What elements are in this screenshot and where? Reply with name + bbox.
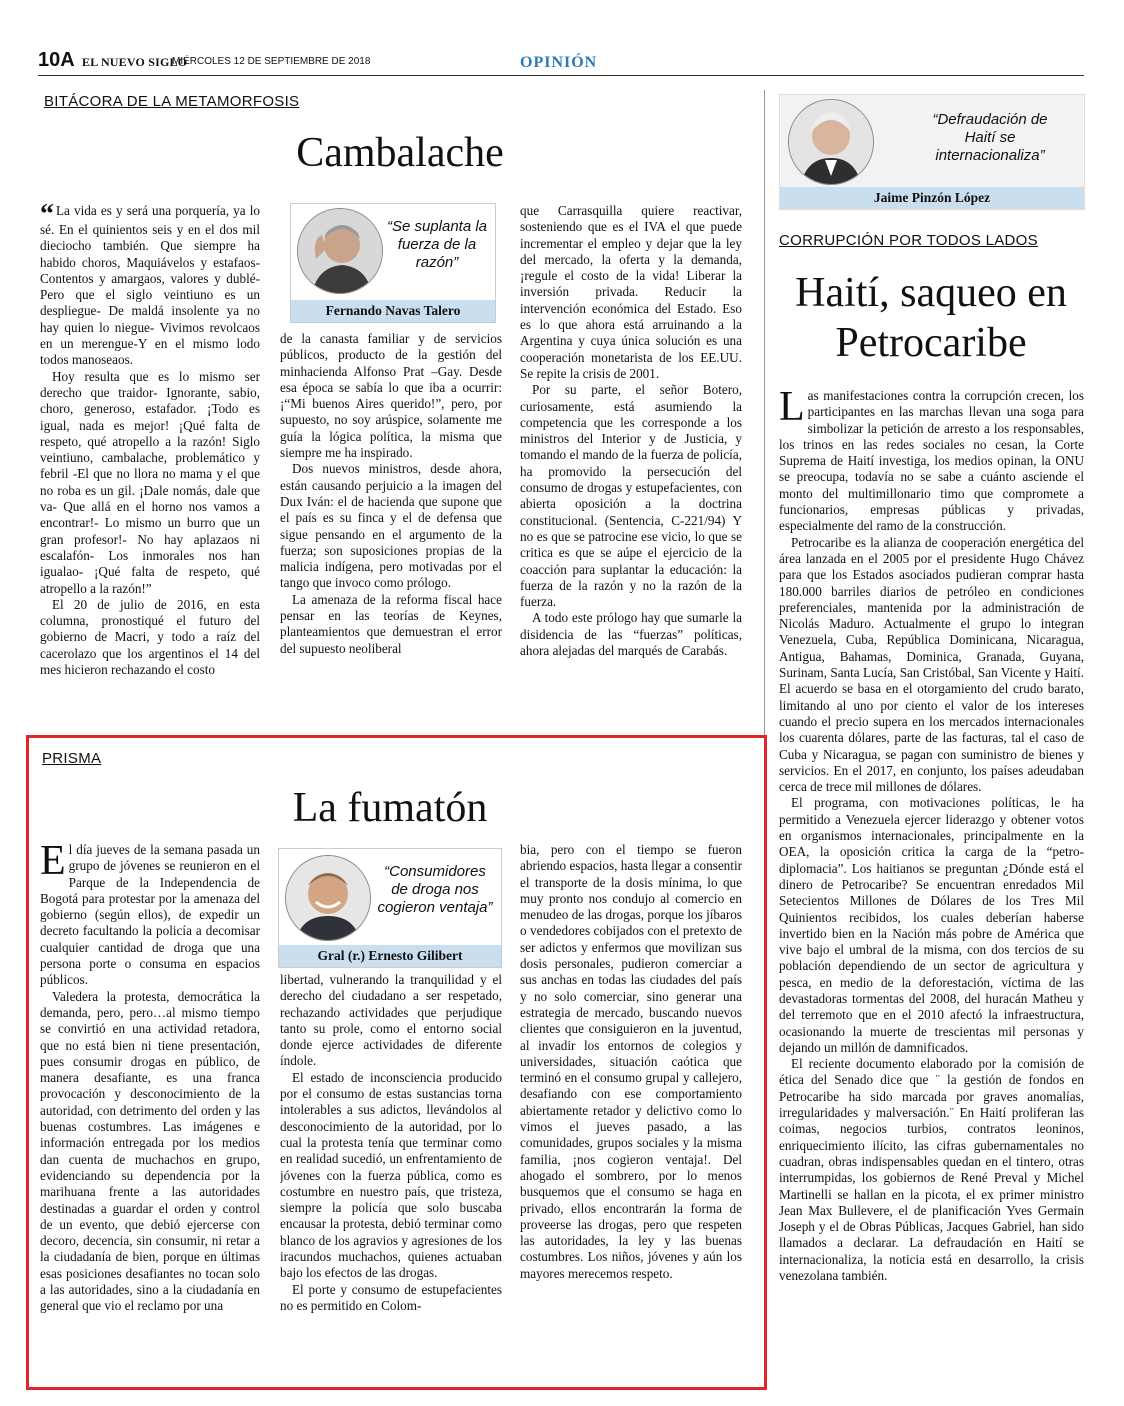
author-name: Fernando Navas Talero — [291, 300, 495, 322]
author-portrait-icon — [789, 100, 873, 184]
haiti-body — [779, 388, 1084, 1350]
paragraph: as manifestaciones contra la corrupción crecen, los participantes en las marchas llevan una soga para simbolizar la petición de arresto a los responsables, los trinos en las redes sociales no cesan, la Corte Suprema de Haití investiga, los medios opinan, la ONU se preocupa, todavía no se sabe a cuánto asciende el monto del multimillonario timo que compromete a funcionarios, empresas públicas y privadas, especialmente del ramo de la construcción. — [779, 388, 1084, 534]
paragraph: Hoy resulta que es lo mismo ser derecho que traidor- Ignorante, sabio, choro, generoso, estafador. ¡Todo es igual, nada es mejor! ¡Qué falta de respeto, qué atropello a la razón! Siglo veintiuno, cambalache, problemático y febril -El que no llora no mama y el que no roba es un gil. ¡Dale nomás, dale que va- Que allá en el horno nos vamos a encontrar!- Lo mismo un burro que un gran profesor!- No hay aplazaos ni escalafón- Los inmorales nos han igualao- ¡Qué falta de respeto, qué atropello a la razón!” — [40, 368, 260, 596]
paragraph: libertad, vulnerando la tranquilidad y el derecho del ciudadano a ser respetado, rechazando actividades que perjudique tanto su prole, como el entorno social donde ejerce actividades de diferente índole. — [280, 972, 502, 1069]
author-box-pinzon — [779, 94, 1085, 210]
issue-date: MIÉRCOLES 12 DE SEPTIEMBRE DE 2018 — [172, 56, 371, 67]
paragraph: bia, pero con el tiempo se fueron abriendo espacios, hasta llegar a consentir el transporte de la dosis mínima, lo que muy pronto nos condujo al comercio en menudeo de las drogas, porque los jíbaros o vendedores cobijados con el pretexto de ser adictos y enfermos que movilizan sus dosis personales, pudieron comerciar a sus anchas en todas las ciudades del país y no solo comerciar, sino generar una estrategia de mercado, buscando nuevos clientes que consiguieron en la juventud, al invadir los entornos de colegios y universidades, situación caótica que terminó en el consumo grupal y callejero, desafiando con ese comportamiento abiertamente retador y delictivo como lo vimos el jueves pasado, a las comunidades, grupos sociales y la misma familia, ¡nos cogieron ventaja!. Del ahogado el sombrero, por lo menos busquemos que el consumo se haga en privado, ellos encontrarán la forma de proveerse las drogas, pero que respeten las autoridades, la ley y las buenas costumbres. Los niños, jóvenes y aún los mayores merecemos respeto. — [520, 842, 742, 1281]
author-portrait-icon — [298, 209, 382, 293]
paragraph: La amenaza de la reforma fiscal hace pensar en las teorías de Keynes, planteamientos que demuestran el error del supuesto neoliberal — [280, 591, 502, 656]
author-photo — [788, 99, 874, 185]
paragraph: El porte y consumo de estupefacientes no es permitido en Colom- — [280, 1281, 502, 1313]
fumaton-headline: La fumatón — [292, 785, 488, 831]
paragraph: El programa, con motivaciones políticas, le ha permitido a Venezuela ejercer liderazgo y obtener votos en organismos internacionales, principalmente en la OEA, la oposición critica la carga de la “petro-diplomacia”. Los haitianos se preguntan ¿Dónde está el dinero de Petrocaribe? Se encuentran enredados Mil Setecientos Millones de Dólares de los Tres Mil Quinientos recibidos, los cuales deberían haberse invertido bien en la Nación más pobre de América que vive bajo el umbral de la misma, con dos tercios de su población dependiendo de un sector de agricultura y pesca, en medio de la deforestación, víctima de las devastadoras tormentas del 2008, del huracán Matheu y del terremoto que en el 2010 afectó la infraestructura, ocasionando la muerte de trescientas mil personas y dejando un millón de damnificados. — [779, 795, 1084, 1055]
author-name: Jaime Pinzón López — [780, 187, 1084, 209]
author-name: Gral (r.) Ernesto Gilibert — [279, 945, 501, 967]
author-photo — [297, 208, 383, 294]
author-quote: “Consumidores de droga nos cogieron ventaja” — [377, 863, 493, 916]
drop-cap: E — [40, 842, 66, 884]
open-quote-mark: “ — [40, 203, 54, 230]
paragraph: Petrocaribe es la alianza de cooperación energética del área lanzada en el 2005 por el presidente Hugo Chávez para que los Estados asociados pudieran comprar hasta 180.000 barriles diarios de petróleo en condiciones preferenciales, mantenida por la administración de Nicolás Maduro. Actualmente el grupo lo integran Venezuela, Cuba, República Dominicana, Nicaragua, Antigua, Bahamas, Dominica, Granada, Guyana, Surinam, Santa Lucía, San Cristóbal, San Vicente y Haití. El acuerdo se basa en el otorgamiento del crudo barato, limitando al uno por ciento el valor de los intereses cuando el precio supera en los mercados internacionales los cuarenta dólares, parte de las facturas, tal el caso de Cuba y Nicaragua, se pagan con suministro de bienes y servicios. En el 2017, en conjunto, los países adeudaban cerca de trece mil millones de dólares. — [779, 534, 1084, 795]
fumaton-kicker: PRISMA — [42, 750, 102, 767]
header-rule — [38, 75, 1084, 76]
paragraph: A todo este prólogo hay que sumarle la disidencia de las “fuerzas” políticas, ahora alejadas del marqués de Carabás. — [520, 610, 742, 659]
author-box-navas — [290, 203, 496, 323]
fumaton-col3 — [520, 842, 742, 1352]
paragraph: El reciente documento elaborado por la comisión de ética del Senado dice que ¨ la gestión de fondos en Petrocaribe ha sido marcada por graves anomalías, irregularidades y malversación.¨ En Haití proliferan las coimas, negocios turbios, contratos leoninos, enriquecimiento ilícito, las cifras gubernamentales no cuadran, obras indispensables quedan en el tintero, otras interrumpidas, los gobiernos de René Preval y Michel Martinelli se hallan en la picota, el ex primer ministro Jean Max Bullevere, el de planificación Yves Germain Joseph y el de Obras Públicas, Jacques Gabriel, han sido llamados a declarar. La defraudación en Haití se internacionaliza, la noticia está en desarrollo, la crisis venezolana también. — [779, 1056, 1084, 1284]
haiti-headline: Haití, saqueo en Petrocaribe — [795, 270, 1067, 366]
haiti-kicker: CORRUPCIÓN POR TODOS LADOS — [779, 232, 1038, 249]
paragraph: que Carrasquilla quiere reactivar, sosteniendo que es el IVA el que puede incrementar el empleo y dejar que la ley del mercado, la oferta y la demanda, ¡regule el costo de la vida! Liberar la inversión privada. Reducir la intervención económica del Estado. Eso es lo que ahora está arruinando a la Argentina y cuya única solución es una cooperación monetarista de los EE.UU. Se repite la crisis de 2001. — [520, 203, 742, 381]
fumaton-col1 — [40, 842, 260, 1352]
paragraph: El 20 de julio de 2016, en esta columna, pronostiqué el futuro del gobierno de Macri, y todo a raíz del cacerolazo que los argentinos el 14 del mes hicieron rechazando el costo — [40, 596, 260, 678]
cambalache-col2 — [280, 331, 502, 693]
author-box-gilibert — [278, 848, 502, 968]
paragraph: Por su parte, el señor Botero, curiosamente, está asumiendo la competencia que les corresponde a los ministros del Interior y de Justicia, y tomando el mando de la fuerza de policía, ha promovido la persecución del consumo de drogas y estupefacientes, con abierta oposición a la doctrina constitucional. (Sentencia, C-221/94) Y no es que se patrocine ese vicio, lo que se critica es que se aúpe el ejercicio de la coacción para suplantar la educación: la fuerza de la razón y no la razón de la fuerza. — [520, 382, 742, 610]
page-number: 10A — [38, 49, 75, 71]
author-portrait-icon — [286, 856, 370, 940]
paragraph: l día jueves de la semana pasada un grupo de jóvenes se reunieron en el Parque de la Independencia de Bogotá para protestar por la amenaza del gobierno (según ellos), de expedir un decreto facultando la policía a decomisar cualquier cantidad de droga que una persona porte o consuma en espacios públicos. — [40, 842, 260, 988]
cambalache-col1 — [40, 203, 260, 693]
fumaton-col2 — [280, 972, 502, 1352]
paragraph: Valedera la protesta, democrática la demanda, pero, pero…al mismo tiempo se convirtió en una actividad retadora, que no está bien ni tiene presentación, pues consumir drogas en público, de manera desafiante, es una franca provocación y desconocimiento de la autoridad, con detrimento del orden y las buenas costumbres. Las imágenes e información entregada por los medios dan cuenta de muchachos en grupo, evidenciando su dependencia por la marihuana frente a las autoridades destinadas a guardar el orden y control de un evento, que debió ejercerse con decoro, decencia, sin consumir, ni retar a la ciudadanía de bien, porque en últimas esas posiciones desafiantes no tocan solo a las autoridades, sino a la ciudadanía en general que vio el reclamo por una — [40, 988, 260, 1314]
newspaper-name: EL NUEVO SIGLO — [82, 55, 188, 69]
cambalache-headline: Cambalache — [296, 130, 504, 176]
author-quote: “Se suplanta la fuerza de la razón” — [386, 218, 488, 271]
paragraph: Dos nuevos ministros, desde ahora, están causando perjuicio a la imagen del Dux Iván: el de hacienda que supone que el país es su finca y el de defensa que sigue pensando en el argumento de la fuerza; son suposiciones propias de la malicia indígena, pero motivadas por el tango que invoco como prólogo. — [280, 461, 502, 591]
cambalache-kicker: BITÁCORA DE LA METAMORFOSIS — [44, 93, 300, 110]
paragraph: de la canasta familiar y de servicios públicos, producto de la gestión del minhacienda Alfonso Prat –Gay. Desde esa época se sabía lo que iba a ocurrir: ¡“Mi buenos Aires querido!”, pero, por supuesto, no soy arúspice, solamente me guía la lógica política, la misma que siempre me ha inspirado. — [280, 331, 502, 461]
author-quote: “Defraudación de Haití se internacionaliza” — [932, 111, 1048, 164]
paragraph: La vida es y será una porquería, ya lo sé. En el quinientos seis y en el dos mil dieciocho también. Que siempre ha habido choros, Maquiávelos y estafaos- Contentos y amargaos, valores y dublé- Pero que el siglo veintiuno es un despliegue- De maldá insolente ya no hay quien lo niegue- Vivimos revolcaos en un merengue-Y en el mismo lodo todos manoseaos. — [40, 203, 260, 368]
author-photo — [285, 855, 371, 941]
drop-cap: L — [779, 388, 805, 430]
section-title: OPINIÓN — [520, 54, 598, 71]
paragraph: El estado de inconsciencia producido por el consumo de estas sustancias torna intolerables a sus adictos, llevándolos al desconocimiento de la autoridad, por lo cual la protesta tenía que terminar como en realidad sucedió, un enfrentamiento de jóvenes con la fuerza pública, como es costumbre en nuestro país, que tristeza, siempre la policía que solo buscaba encausar la protesta, debió terminar como blanco de los agravios y agresiones de los iracundos muchachos, quienes actuaban bajo los efectos de las drogas. — [280, 1069, 502, 1281]
cambalache-col3 — [520, 203, 742, 693]
